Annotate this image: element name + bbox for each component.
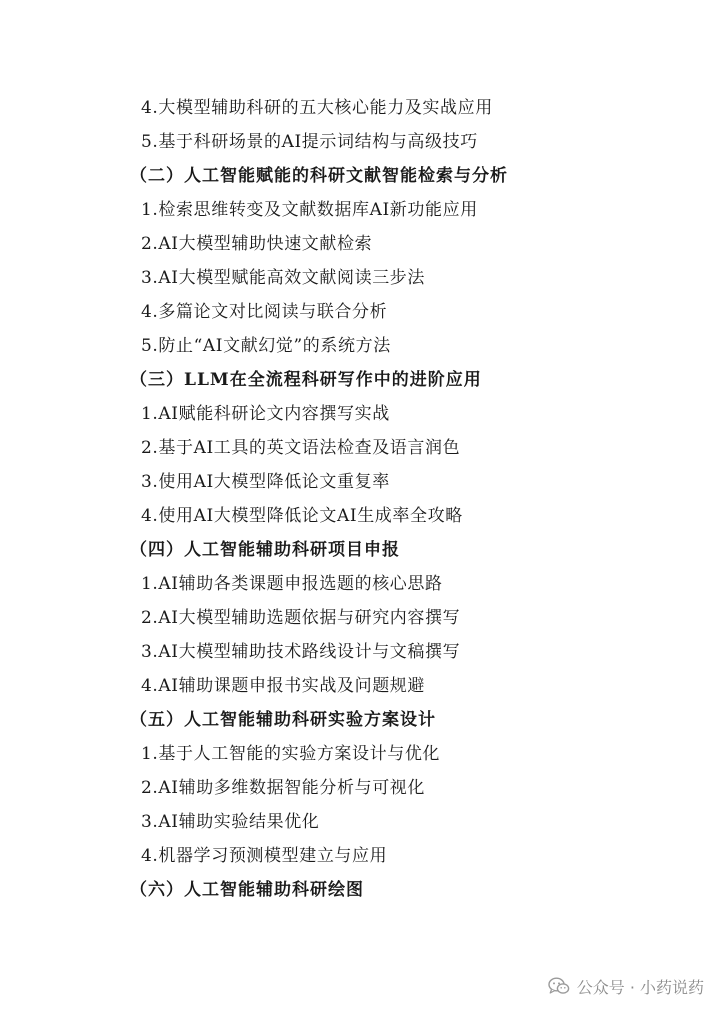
wechat-icon	[548, 977, 570, 995]
list-item: 4.使用AI大模型降低论文AI生成率全攻略	[141, 506, 463, 526]
list-item: 5.基于科研场景的AI提示词结构与高级技巧	[141, 132, 478, 152]
list-item: 1.AI赋能科研论文内容撰写实战	[141, 404, 390, 424]
list-item: 1.检索思维转变及文献数据库AI新功能应用	[141, 200, 478, 220]
section-heading: （三）LLM在全流程科研写作中的进阶应用	[130, 370, 482, 390]
list-item: 4.大模型辅助科研的五大核心能力及实战应用	[141, 98, 493, 118]
list-item: 4.AI辅助课题申报书实战及问题规避	[141, 676, 426, 696]
section-heading: （四）人工智能辅助科研项目申报	[130, 540, 400, 560]
section-heading: （五）人工智能辅助科研实验方案设计	[130, 710, 436, 730]
list-item: 1.AI辅助各类课题申报选题的核心思路	[141, 574, 443, 594]
list-item: 2.AI大模型辅助选题依据与研究内容撰写	[141, 608, 461, 628]
list-item: 2.AI辅助多维数据智能分析与可视化	[141, 778, 426, 798]
watermark	[548, 974, 704, 998]
list-item: 5.防止“AI文献幻觉”的系统方法	[141, 336, 391, 356]
list-item: 3.使用AI大模型降低论文重复率	[141, 472, 390, 492]
list-item: 2.AI大模型辅助快速文献检索	[141, 234, 373, 254]
watermark-text: 公众号 · 小药说药	[576, 977, 704, 997]
list-item: 3.AI大模型赋能高效文献阅读三步法	[141, 268, 426, 288]
list-item: 4.多篇论文对比阅读与联合分析	[141, 302, 388, 322]
list-item: 4.机器学习预测模型建立与应用	[141, 846, 388, 866]
section-heading: （六）人工智能辅助科研绘图	[130, 880, 364, 900]
list-item: 3.AI辅助实验结果优化	[141, 812, 320, 832]
section-heading: （二）人工智能赋能的科研文献智能检索与分析	[130, 166, 508, 186]
list-item: 1.基于人工智能的实验方案设计与优化	[141, 744, 441, 764]
list-item: 2.基于AI工具的英文语法检查及语言润色	[141, 438, 461, 458]
list-item: 3.AI大模型辅助技术路线设计与文稿撰写	[141, 642, 461, 662]
